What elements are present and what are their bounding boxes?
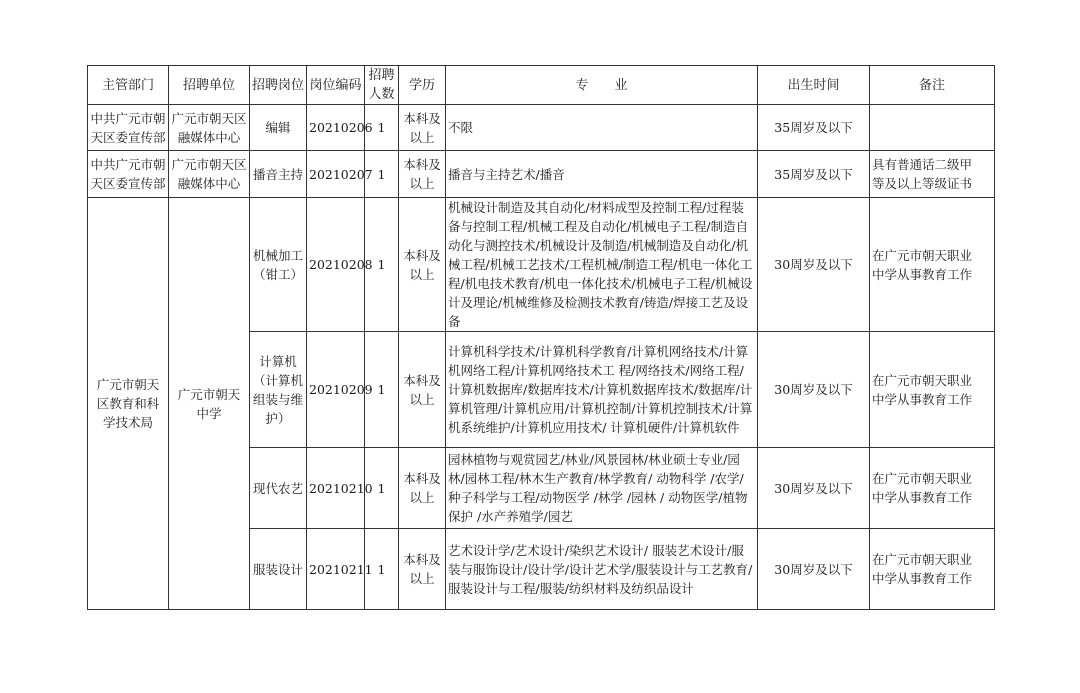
cell-count: 1 <box>365 151 399 198</box>
header-unit: 招聘单位 <box>169 66 250 105</box>
cell-post: 计算机 （计算机 组装与维 护） <box>250 332 307 448</box>
cell-note <box>870 105 995 151</box>
cell-dept: 中共广元市朝 天区委宣传部 <box>88 151 169 198</box>
cell-code: 20210211 <box>307 529 365 610</box>
recruitment-table <box>87 65 995 610</box>
cell-unit: 广元市朝天区 融媒体中心 <box>169 105 250 151</box>
cell-birth: 30周岁及以下 <box>758 198 870 332</box>
cell-major: 机械设计制造及其自动化/材料成型及控制工程/过程装备与控制工程/机械工程及自动化/机械电子工程/制造自动化与测控技术/机械设计及制造/机械制造及自动化/机械工程/机械工艺技术/工程机械/制造工程/机电一体化工程/机电技术教育/机电一体化技术/机械电子工程/机械设计及理论/机械维修及检测技术教育/铸造/焊接工艺及设备 <box>446 198 758 332</box>
cell-edu: 本科及 以上 <box>399 529 446 610</box>
cell-major: 艺术设计学/艺术设计/染织艺术设计/ 服装艺术设计/服装与服饰设计/设计学/设计艺术学/服装设计与工艺教育/服装设计与工程/服装/纺织材料及纺织品设计 <box>446 529 758 610</box>
cell-note: 在广元市朝天职业 中学从事教育工作 <box>870 198 995 332</box>
cell-code: 20210207 <box>307 151 365 198</box>
cell-count: 1 <box>365 198 399 332</box>
cell-post: 机械加工 （钳工） <box>250 198 307 332</box>
header-birth: 出生时间 <box>758 66 870 105</box>
table-row <box>88 198 995 332</box>
cell-count: 1 <box>365 448 399 529</box>
cell-birth: 35周岁及以下 <box>758 151 870 198</box>
header-note: 备注 <box>870 66 995 105</box>
header-edu: 学历 <box>399 66 446 105</box>
cell-post: 编辑 <box>250 105 307 151</box>
table-row <box>88 151 995 198</box>
header-dept: 主管部门 <box>88 66 169 105</box>
cell-code: 20210209 <box>307 332 365 448</box>
cell-dept: 广元市朝天 区教育和科 学技术局 <box>88 198 169 610</box>
cell-major: 播音与主持艺术/播音 <box>446 151 758 198</box>
cell-dept: 中共广元市朝 天区委宣传部 <box>88 105 169 151</box>
cell-count: 1 <box>365 529 399 610</box>
cell-count: 1 <box>365 105 399 151</box>
cell-birth: 30周岁及以下 <box>758 332 870 448</box>
cell-note: 在广元市朝天职业 中学从事教育工作 <box>870 529 995 610</box>
cell-birth: 30周岁及以下 <box>758 448 870 529</box>
header-major: 专 业 <box>446 66 758 105</box>
cell-post: 播音主持 <box>250 151 307 198</box>
cell-count: 1 <box>365 332 399 448</box>
cell-birth: 35周岁及以下 <box>758 105 870 151</box>
cell-code: 20210210 <box>307 448 365 529</box>
header-code: 岗位编码 <box>307 66 365 105</box>
cell-post: 现代农艺 <box>250 448 307 529</box>
cell-edu: 本科及 以上 <box>399 151 446 198</box>
cell-note: 在广元市朝天职业 中学从事教育工作 <box>870 448 995 529</box>
cell-code: 20210206 <box>307 105 365 151</box>
cell-major: 不限 <box>446 105 758 151</box>
cell-major: 园林植物与观赏园艺/林业/风景园林/林业硕士专业/园林/园林工程/林木生产教育/林学教育/ 动物科学 /农学/ 种子科学与工程/动物医学 /林学 /园林 / 动物医学/植物保护 /水产养殖学/园艺 <box>446 448 758 529</box>
cell-note: 在广元市朝天职业 中学从事教育工作 <box>870 332 995 448</box>
table-row <box>88 105 995 151</box>
cell-edu: 本科及 以上 <box>399 105 446 151</box>
cell-unit: 广元市朝天 中学 <box>169 198 250 610</box>
cell-note: 具有普通话二级甲 等及以上等级证书 <box>870 151 995 198</box>
cell-edu: 本科及 以上 <box>399 448 446 529</box>
cell-code: 20210208 <box>307 198 365 332</box>
header-count: 招聘 人数 <box>365 66 399 105</box>
cell-edu: 本科及 以上 <box>399 332 446 448</box>
cell-birth: 30周岁及以下 <box>758 529 870 610</box>
cell-unit: 广元市朝天区 融媒体中心 <box>169 151 250 198</box>
cell-major: 计算机科学技术/计算机科学教育/计算机网络技术/计算机网络工程/计算机网络技术工 程/网络技术/网络工程/计算机数据库/数据库技术/计算机数据库技术/数据库/计算机管理/计算机应用/计算机控制/计算机控制技术/计算机系统维护/计算机应用技术/ 计算机硬件/计算机软件 <box>446 332 758 448</box>
cell-post: 服装设计 <box>250 529 307 610</box>
header-post: 招聘岗位 <box>250 66 307 105</box>
cell-edu: 本科及 以上 <box>399 198 446 332</box>
header-row <box>88 66 995 105</box>
